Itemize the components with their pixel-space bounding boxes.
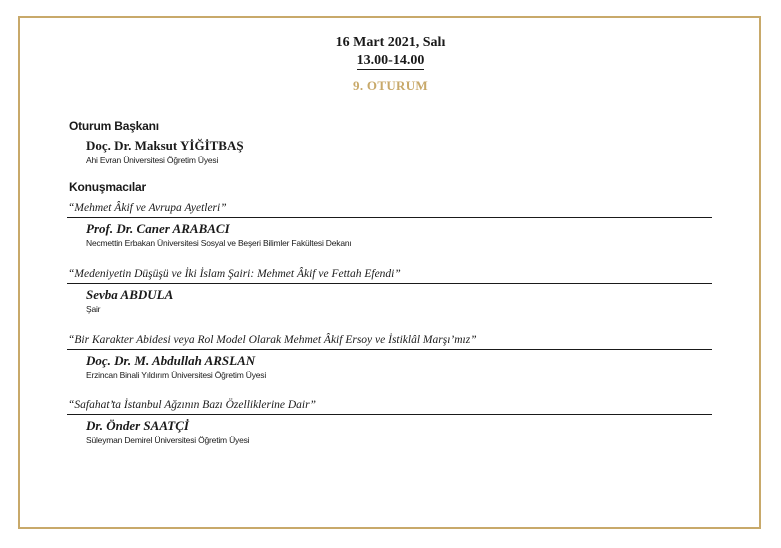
talk-title: “Bir Karakter Abidesi veya Rol Model Olarak Mehmet Âkif Ersoy ve İstiklâl Marşı’mız” [68, 334, 477, 346]
divider [67, 217, 712, 218]
talk-title: “Medeniyetin Düşüşü ve İki İslam Şairi: Mehmet Âkif ve Fettah Efendi” [68, 268, 401, 280]
divider [67, 349, 712, 350]
speaker-name: Dr. Önder SAATÇİ [86, 418, 189, 433]
chair-affiliation: Ahi Evran Üniversitesi Öğretim Üyesi [86, 155, 219, 165]
talk-title: “Mehmet Âkif ve Avrupa Ayetleri” [68, 202, 227, 214]
speaker-affiliation: Süleyman Demirel Üniversitesi Öğretim Üyesi [86, 435, 250, 445]
speaker-affiliation: Necmettin Erbakan Üniversitesi Sosyal ve Beşeri Bilimler Fakültesi Dekanı [86, 238, 352, 248]
speaker-name: Prof. Dr. Caner ARABACI [86, 221, 230, 236]
session-time-text: 13.00-14.00 [356, 53, 425, 68]
speaker-name: Doç. Dr. M. Abdullah ARSLAN [86, 353, 256, 368]
divider [67, 414, 712, 415]
session-date: 16 Mart 2021, Salı [335, 35, 446, 50]
speaker-name: Sevba ABDULA [86, 287, 174, 302]
session-time [0, 53, 781, 69]
speaker-affiliation: Erzincan Binali Yıldırım Üniversitesi Öğretim Üyesi [86, 370, 267, 380]
speaker-affiliation: Şair [86, 304, 101, 314]
talk-title: “Safahat’ta İstanbul Ağzının Bazı Özelliklerine Dair” [68, 399, 317, 411]
chair-heading: Oturum Başkanı [69, 119, 159, 133]
speakers-heading: Konuşmacılar [69, 180, 146, 194]
divider [67, 283, 712, 284]
session-number: 9. OTURUM [353, 78, 428, 93]
chair-name: Doç. Dr. Maksut YİĞİTBAŞ [86, 138, 244, 153]
